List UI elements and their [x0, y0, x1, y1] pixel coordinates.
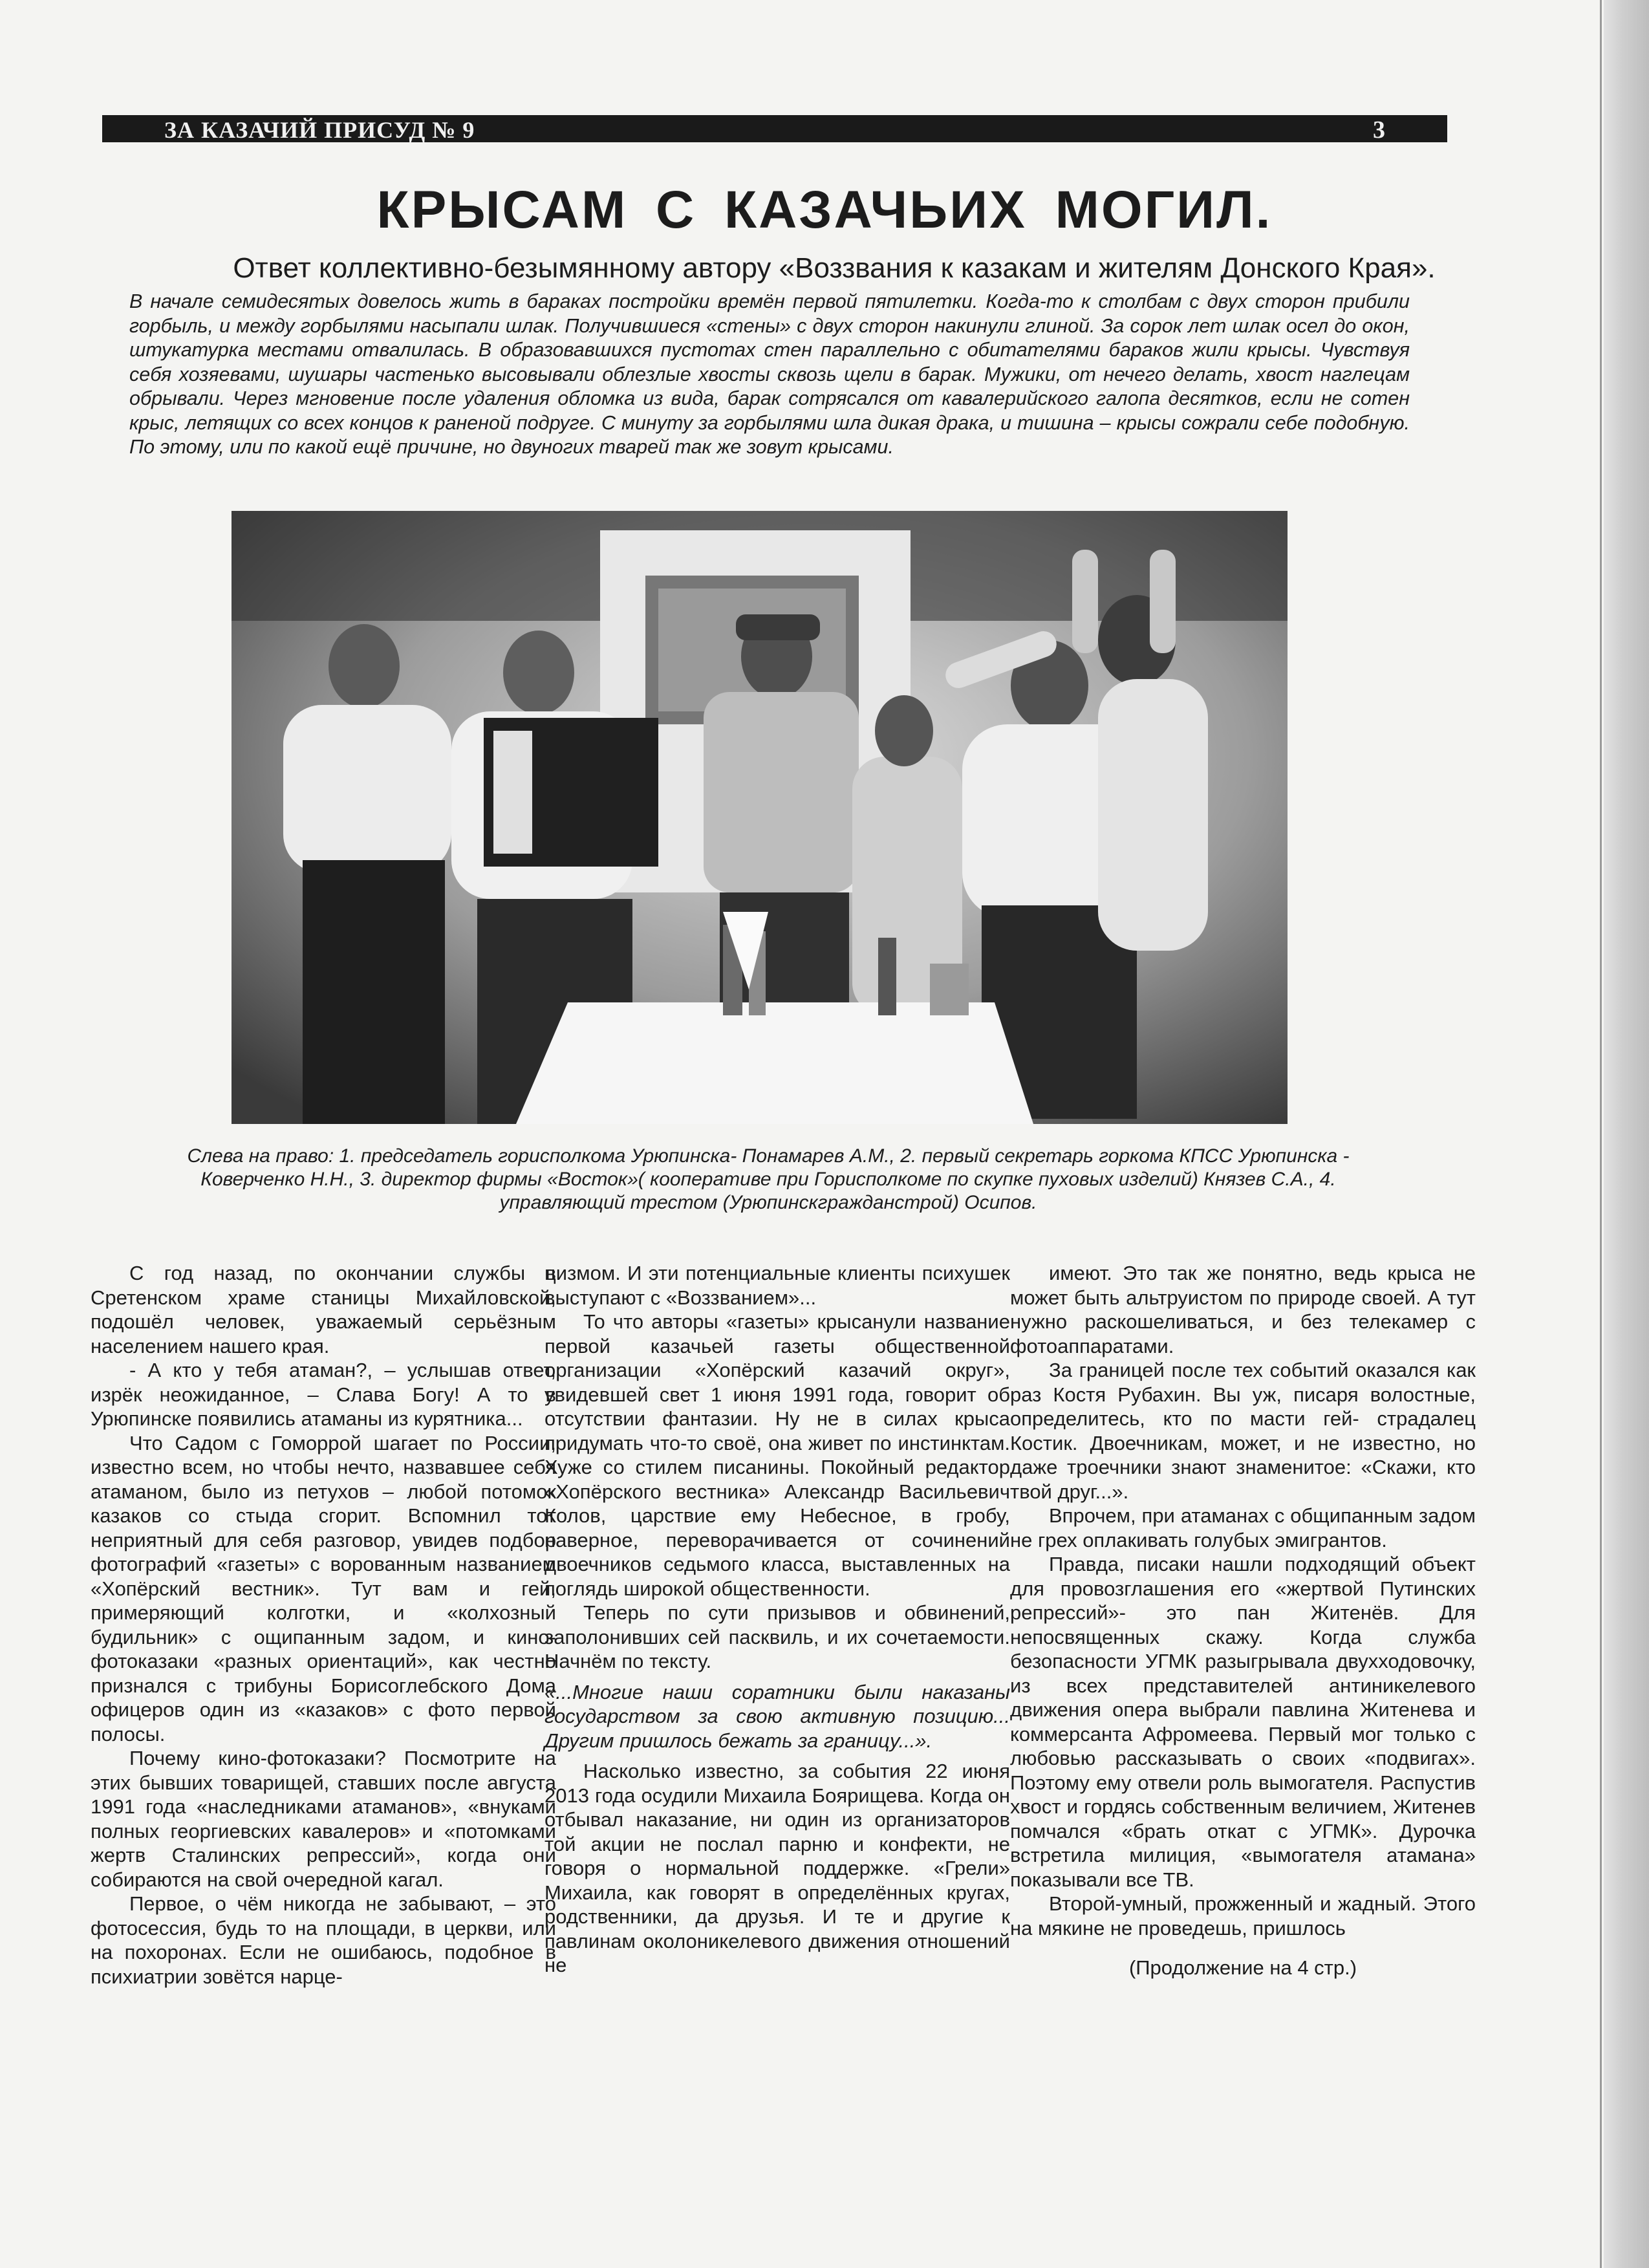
photo-caption: Слева на право: 1. председатель горисполкома Урюпинска- Понамарев А.М., 2. первый секретарь горкома КПСС Урюпинска - Коверченко Н.Н., 3. директор фирмы «Восток»( кооперативе при Горисполкоме по скупке пуховых изделий) Князев С.А., 4. управляющий трестом (Урюпинскгражданстрой) Осипов.: [187, 1145, 1350, 1213]
paragraph: имеют. Это так же понятно, ведь крыса не может быть альтруистом по природе своей. А тут нужно раскошеливаться, и без телекамер с фотоаппаратами.: [1010, 1262, 1476, 1357]
paragraph: Насколько известно, за события 22 июня 2013 года осудили Михаила Боярищева. Когда он отбывал наказание, ни один из организаторов той акции не послал парню и конфекти, не говоря о нормальной поддержке. «Грели» Михаила, как говорят в определённых кругах, родственники, да друзья. И те и другие к павлинам околоникелевого движения отношений не: [544, 1760, 1010, 1976]
paragraph: Первое, о чём никогда не забывают, – это фотосессия, будь то на площади, в церкви, или на похоронах. Если не ошибаюсь, подобное в психиатрии зовётся нарце-: [91, 1892, 556, 1988]
paragraph: Правда, писаки нашли подходящий объект для провозглашения его «жертвой Путинских репрессий»- это пан Житенёв. Для непосвященных скажу. Когда служба безопасности УГМК разыгрывала двухходовочку, из всех представителей антиникелевого движения опера выбрали павлина Житенева и коммерсанта Афромеева. Первый мог только с любовью рассказывать о своих «подвигах». Поэтому ему отвели роль вымогателя. Распустив хвост и гордясь собственным величием, Житенев помчался «брать откат с УГМК». Дурочка встретила милиция, «вымогателя атамана» показывали все ТВ.: [1010, 1553, 1476, 1891]
paragraph: С год назад, по окончании службы в Сретенском храме станицы Михайловской, подошёл человек, уважаемый серьёзным населением нашего края.: [91, 1262, 556, 1357]
paragraph: цизмом. И эти потенциальные клиенты психушек выступают с «Воззванием»...: [544, 1262, 1010, 1309]
group-photo: [232, 511, 1288, 1124]
paragraph: За границей после тех событий оказался как раз Костя Рубахин. Вы уж, писаря волостные, определитесь, кто по масти гей- страдалец Костик. Двоечникам, может, и не известно, но даже троечники знают знаменитое: «Скажи, кто твой друг...».: [1010, 1359, 1476, 1503]
continued-note: (Продолжение на 4 стр.): [1128, 1956, 1357, 1979]
paragraph: Почему кино-фотоказаки? Посмотрите на этих бывших товарищей, ставших после августа 1991 года «наследниками атаманов», «внуками полных георгиевских кавалеров» и «потомками жертв Сталинских репрессий», когда они собираются на свой очередной кагал.: [91, 1747, 556, 1891]
article-title: КРЫСАМ С КАЗАЧЬИХ МОГИЛ.: [376, 180, 1273, 239]
newspaper-name: ЗА КАЗАЧИЙ ПРИСУД № 9: [164, 117, 475, 143]
text-column-1: [91, 1261, 556, 1989]
text-column-3: [1010, 1261, 1476, 1980]
paragraph: Теперь по сути призывов и обвинений, заполонивших сей пасквиль, и их сочетаемости. Начнём по тексту.: [544, 1601, 1010, 1672]
masthead-bar: [102, 115, 1447, 142]
paragraph: То что авторы «газеты» крысанули название первой казачьей газеты общественной организации «Хопёрский казачий округ», увидевшей свет 1 июня 1991 года, говорит об отсутствии фантазии. Ну не в силах крыса придумать что-то своё, она живет по инстинктам. Хуже со стилем писанины. Покойный редактор «Хопёрского вестника» Александр Васильевич Колов, царствие ему Небесное, в гробу, наверное, переворачивается от сочинений двоечников седьмого класса, выставленных на поглядь широкой общественности.: [544, 1310, 1010, 1600]
article-subtitle: Ответ коллективно-безымянному автору «Воззвания к казакам и жителям Донского Края».: [233, 252, 1436, 284]
page-edge-line: [1600, 0, 1602, 2268]
paragraph: Впрочем, при атаманах с общипанным задом не грех оплакивать голубых эмигрантов.: [1010, 1504, 1476, 1551]
quote: «...Многие наши соратники были наказаны государством за свою активную позицию... Другим пришлось бежать за границу...».: [544, 1680, 1010, 1752]
page-edge: [1604, 0, 1649, 2268]
page-number: 3: [1373, 116, 1385, 144]
article-intro: В начале семидесятых довелось жить в бараках постройки времён первой пятилетки. Когда-то к столбам с двух сторон прибили горбыль, и между горбылями насыпали шлак. Получившиеся «стены» с двух сторон накинули глиной. За сорок лет шлак осел до окон, штукатурка местами отвалилась. В образовавшихся пустотах стен параллельно с обитателями бараков жили крысы. Чувствуя себя хозяевами, шушары частенько высовывали облезлые хвосты сквозь щели в барак. Мужики, от нечего делать, хвост наглецам обрывали. Через мгновение после удаления обломка из вида, барак сотрясался от кавалерийского галопа десятков, если не сотен крыс, летящих со всех концов к раненой подруге. С минуту за горбылями шла дикая драка, и тишина – крысы сожрали себе подобную. По этому, или по какой ещё причине, но двуногих тварей так же зовут крысами.: [129, 290, 1410, 458]
paragraph: Что Садом с Гоморрой шагает по России, известно всем, но чтобы нечто, назвавшее себя атаманом, было из петухов – любой потомок казаков со стыда сгорит. Вспомнил тот неприятный для себя разговор, увидев подбор фотографий «газеты» с ворованным названием «Хопёрский вестник». Тут вам и гей, примеряющий колготки, и «колхозный будильник» с ощипанным задом, и кино-фотоказаки «разных ориентаций», как честно признался с трибуны Борисоглебского Дома офицеров один из «казаков» с фото первой полосы.: [91, 1431, 556, 1745]
paragraph: - А кто у тебя атаман?, – услышав ответ, изрёк неожиданное, – Слава Богу! А то в Урюпинске появились атаманы из курятника...: [91, 1359, 556, 1430]
group-photo-illustration: [232, 511, 1288, 1124]
paragraph: Второй-умный, прожженный и жадный. Этого на мякине не проведешь, пришлось: [1010, 1892, 1476, 1939]
text-column-2: [544, 1261, 1010, 1978]
